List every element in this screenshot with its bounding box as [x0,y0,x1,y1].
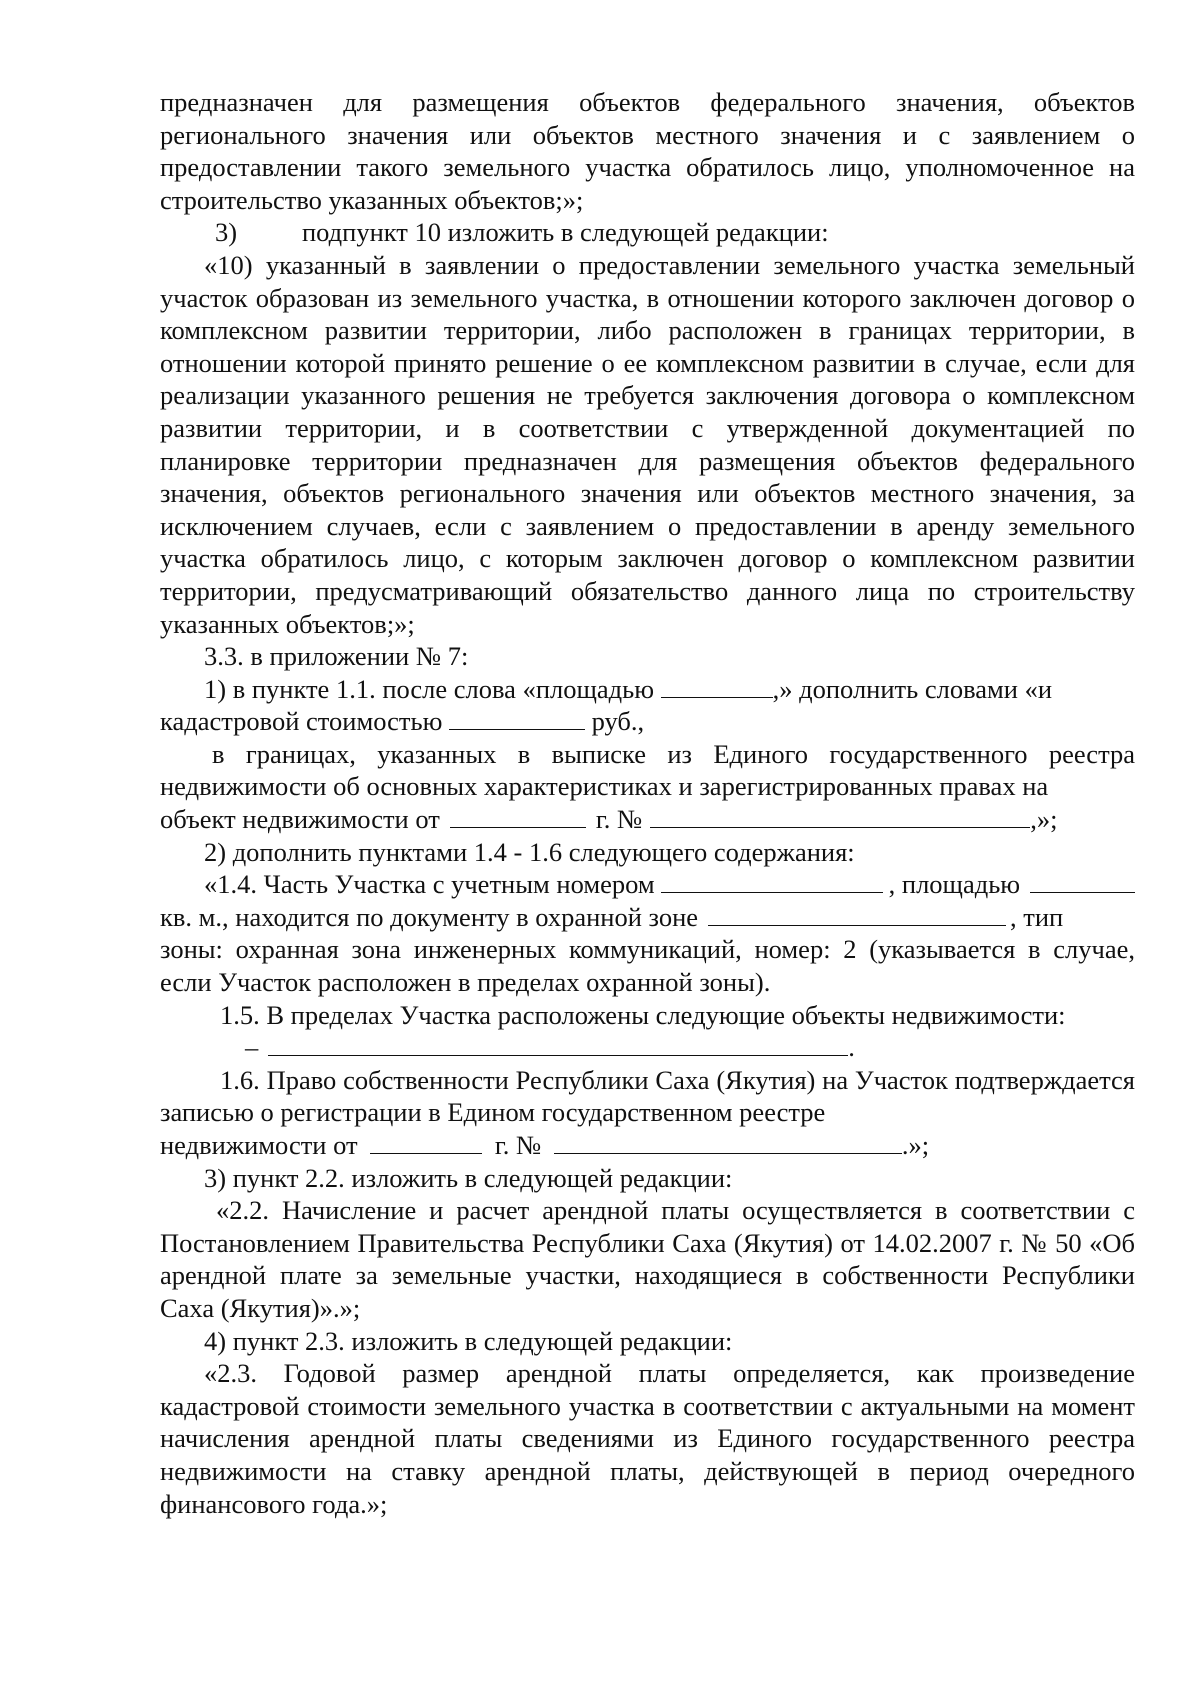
registration-line [160,1129,1135,1162]
registration-date-blank [370,1129,482,1154]
item-3 [160,216,1135,249]
point-1-4-text-d: , тип [1010,901,1064,932]
item-4-point-2-3: 4) пункт 2.3. изложить в следующей редакции: [204,1325,733,1356]
item-1-text-b: ,» дополнить словами «и [772,673,1053,704]
point-1-6-text-d: .»; [901,1130,930,1160]
objects-blank-line [160,1031,1135,1064]
item-3-text: подпункт 10 изложить в следующей редакции: [302,217,829,248]
item-1-text-g: г. № [595,804,643,835]
registration-number-blank [554,1129,902,1154]
point-1-4-text-c: кв. м., находится по документу в охранной зоне [160,901,699,932]
account-number-blank [661,868,883,893]
point-1-6-text-b: недвижимости от [160,1130,358,1160]
item-2-text: 2) дополнить пунктами 1.4 - 1.6 следующего содержания: [204,836,855,867]
item-3-point-2-2: 3) пункт 2.2. изложить в следующей редакции: [204,1162,733,1193]
cadastral-cost-line [160,705,1135,738]
extract-number-blank [650,803,1030,828]
point-1-4-text-a: «1.4. Часть Участка с учетным номером [204,869,655,900]
item-1-text-c: кадастровой стоимостью [160,706,443,737]
subparagraph-10: «10) указанный в заявлении о предоставлении земельного участка земельный участок образован из земельного участка, в отношении которого заключен договор о комплексном развитии территории, либо расположен в границах территории, в отношении которой принято решение о ее комплексном развитии в случае, если для реализации указанного решения не требуется заключения договора о комплексном развитии территории, и в соответствии с утвержденной документацией по планировке территории предназначен для размещения объектов федерального значения, объектов регионального значения или объектов местного значения, за исключением случаев, если с заявлением о предоставлении в аренду земельного участка обратилось лицо, с которым заключен договор о комплексном развитии территории, предусматривающий обязательство данного лица по строительству указанных объектов;»; [160,249,1135,639]
cost-blank [449,705,585,730]
item-1-text-e: в границах, указанных в выписке из Единого государственного реестра недвижимости об основных характеристиках и зарегистрированных правах на [160,738,1135,802]
extract-date-blank [450,803,586,828]
point-1-4-line1 [160,868,1135,901]
point-1-6: 1.6. Право собственности Республики Саха (Якутия) на Участок подтверждается записью о регистрации в Едином государственном реестре [160,1064,1135,1128]
area-blank [661,673,773,698]
objects-blank [268,1033,848,1056]
point-1-6-text-c: г. № [494,1130,542,1160]
dash: – [245,1032,259,1063]
item-3-number: 3) [215,217,238,248]
point-2-2-text: «2.2. Начисление и расчет арендной платы осуществляется в соответствии с Постановлением Правительства Республики Саха (Якутия) от 14.02.2007 г. № 50 «Об арендной плате за земельные участки, находящиеся в собственности Республики Саха (Якутия)».»; [160,1195,1135,1323]
extract-date-line [160,803,1135,836]
item-1-text-a: 1) в пункте 1.1. после слова «площадью [204,673,655,704]
point-2-3-text: «2.3. Годовой размер арендной платы определяется, как произведение кадастровой стоимости земельного участка в соответствии с актуальными на момент начисления арендной платы сведениями из Единого государственного реестра недвижимости на ставку арендной платы, действующей в период очередного финансового года.»; [160,1358,1135,1519]
protected-zone-blank [708,901,1006,926]
point-1-4-text-e: зоны: охранная зона инженерных коммуникаций, номер: 2 (указывается в случае, если Участок расположен в пределах охранной зоны). [160,934,1135,998]
item-1-text-d: руб., [591,706,645,737]
boundaries-paragraph [160,738,1135,803]
point-1-4-line2 [160,901,1135,934]
paragraph-continuation: предназначен для размещения объектов федерального значения, объектов регионального значения или объектов местного значения и с заявлением о предоставлении такого земельного участка обратилось лицо, уполномоченное на строительство указанных объектов;»; [160,87,1135,215]
part-area-blank [1030,868,1135,893]
item-1-line [160,673,1135,706]
item-1-text-f: объект недвижимости от [160,804,440,835]
point-1-4-text-b: , площадью [888,869,1021,900]
period: . [848,1032,855,1063]
point-1-5: 1.5. В пределах Участка расположены следующие объекты недвижимости: [220,999,1066,1030]
section-3-3-heading: 3.3. в приложении № 7: [204,641,469,672]
document-page [160,86,1135,1520]
item-1-text-h: ,»; [1030,804,1058,835]
